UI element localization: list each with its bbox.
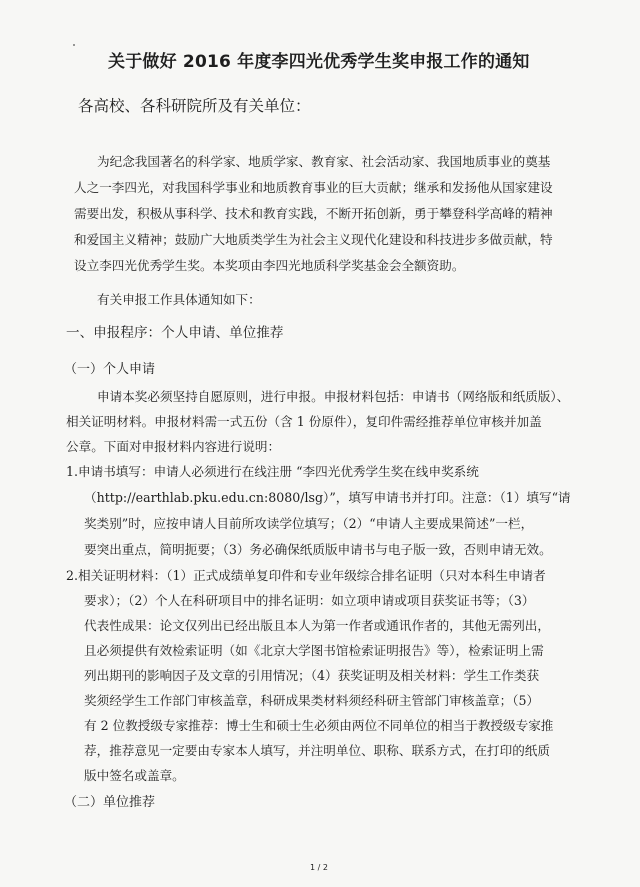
item1-line-1: 1.申请书填写：申请人必须进行在线注册 “李四光优秀学生奖在线申奖系统 xyxy=(66,464,479,479)
item2-line-1: 2.相关证明材料：（1）正式成绩单复印件和专业年级综合排名证明（只对本科生申请者 xyxy=(66,568,546,583)
subsection-1-heading: （一）个人申请 xyxy=(64,362,156,377)
item1-line-4: 要突出重点，简明扼要；（3）务必确保纸质版申请书与电子版一致，否则申请无效。 xyxy=(84,542,552,557)
intro-line-2: 人之一李四光，对我国科学事业和地质教育事业的巨大贡献；继承和发扬他从国家建设 xyxy=(74,180,553,195)
item2-line-6: 奖须经学生工作部门审核盖章，科研成果类材料须经科研主管部门审核盖章；（5） xyxy=(84,693,540,708)
intro-line-1: 为纪念我国著名的科学家、地质学家、教育家、社会活动家、我国地质事业的奠基 xyxy=(97,154,551,169)
item2-line-3: 代表性成果：论文仅列出已经出版且本人为第一作者或通讯作者的，其他无需列出， xyxy=(84,618,550,633)
notice-line: 有关申报工作具体通知如下： xyxy=(97,292,261,307)
item2-line-7: 有 2 位教授级专家推荐：博士生和硕士生必须由两位不同单位的相当于教授级专家推 xyxy=(84,718,554,733)
subsection-2-heading: （二）单位推荐 xyxy=(64,795,156,810)
intro-line-4: 和爱国主义精神；鼓励广大地质类学生为社会主义现代化建设和科技进步多做贡献，特 xyxy=(74,232,553,247)
item2-line-5: 列出期刊的影响因子及文章的引用情况；（4）获奖证明及相关材料：学生工作类获 xyxy=(84,668,540,683)
scan-speck xyxy=(73,44,75,46)
intro-line-5: 设立李四光优秀学生奖。本奖项由李四光地质科学奖基金会全额资助。 xyxy=(74,258,465,273)
sub1-line-3: 公章。下面对申报材料内容进行说明： xyxy=(66,439,281,454)
item2-line-2: 要求）；（2）个人在科研项目中的排名证明：如立项申请或项目获奖证书等；（3） xyxy=(84,593,535,608)
item2-line-8: 荐，推荐意见一定要由专家本人填写，并注明单位、职称、联系方式，在打印的纸质 xyxy=(84,743,550,758)
item2-line-4: 且必须提供有效检索证明（如《北京大学图书馆检索证明报告》等），检索证明上需 xyxy=(84,643,544,658)
item1-line-3: 奖类别”时，应按申请人目前所攻读学位填写；（2）“申请人主要成果简述”一栏， xyxy=(84,516,534,531)
document-title: 关于做好 2016 年度李四光优秀学生奖申报工作的通知 xyxy=(108,52,530,72)
item1-line-2: （http://earthlab.pku.edu.cn:8080/lsg）”，填写申请书并打印。注意：（1）填写“请 xyxy=(84,490,571,505)
sub1-line-2: 相关证明材料。申报材料需一式五份（含 1 份原件），复印件需经推荐单位审核并加盖 xyxy=(66,414,542,429)
item2-line-9: 版中签名或盖章。 xyxy=(84,768,185,783)
page-number: 1 / 2 xyxy=(310,863,328,872)
sub1-line-1: 申请本奖必须坚持自愿原则，进行申报。申报材料包括：申请书（网络版和纸质版）、 xyxy=(97,389,570,404)
section-1-heading: 一、申报程序：个人申请、单位推荐 xyxy=(66,325,284,341)
salutation: 各高校、各科研院所及有关单位： xyxy=(78,97,311,115)
intro-line-3: 需要出发，积极从事科学、技术和教育实践，不断开拓创新，勇于攀登科学高峰的精神 xyxy=(74,206,553,221)
